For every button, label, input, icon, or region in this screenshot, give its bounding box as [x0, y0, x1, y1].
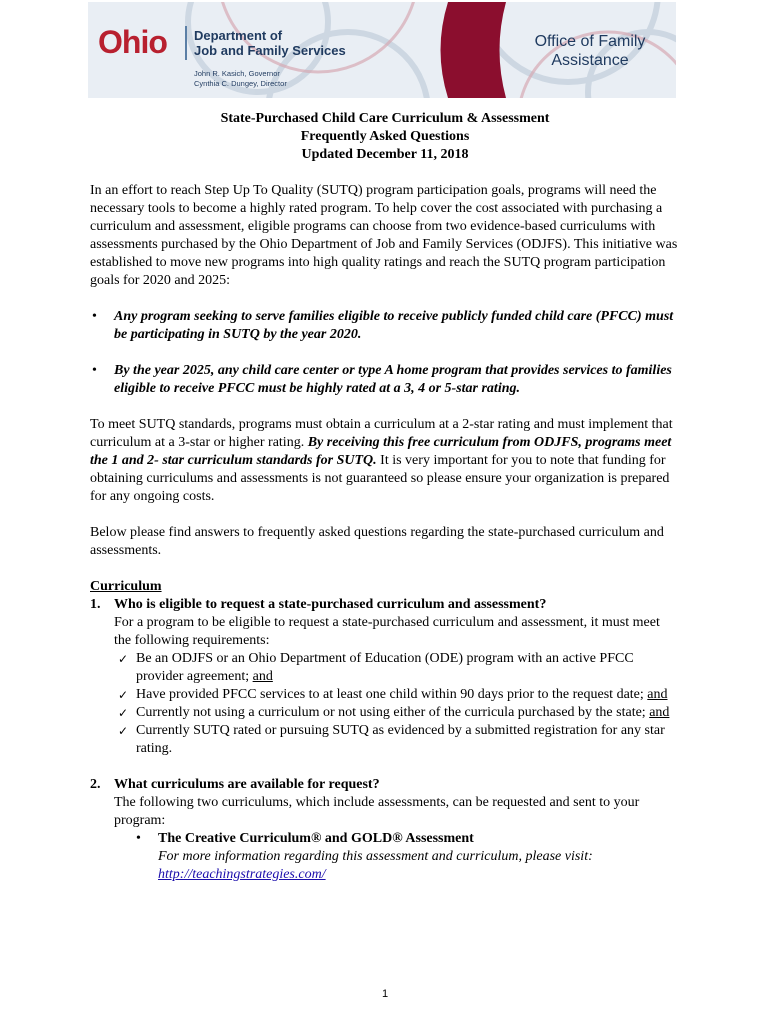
requirement-item [114, 686, 680, 704]
title-line-2: Frequently Asked Questions [300, 129, 470, 144]
checkmark-icon: ✓ [118, 652, 129, 666]
requirement-text: Be an ODJFS or an Ohio Department of Education (ODE) program with an active PFCC provider agreement; [136, 651, 634, 684]
document-title [90, 110, 680, 164]
curriculum-item [136, 830, 680, 884]
governor-name: John R. Kasich, Governor [194, 69, 280, 78]
ohio-logo: Ohio [98, 24, 167, 60]
standards-paragraph [90, 416, 680, 506]
faq-question-2 [90, 776, 680, 884]
requirements-list [114, 650, 680, 758]
office-line-1: Office of Family [534, 33, 646, 50]
intro-paragraph: In an effort to reach Step Up To Quality (SUTQ) program participation goals, programs will need the necessary tools to become a highly rated program. To help cover the cost associated with purchasing a curriculum and assessment, eligible programs can choose from two evidence-based curriculums with assessments purchased by the Ohio Department of Job and Family Services (ODJFS). This initiative was established to move new programs into high quality ratings and reach the SUTQ program participation goals for 2020 and 2025: [90, 183, 678, 288]
curriculum-info: For more information regarding this assessment and curriculum, please visit: [158, 849, 593, 864]
requirement-text: Currently SUTQ rated or pursuing SUTQ as evidenced by a submitted registration for any star rating. [136, 723, 665, 756]
standards-part-1: To meet SUTQ standards, programs must obtain a curriculum at a 2-star rating and must implement that curriculum at a 3-star or higher rating. [90, 417, 673, 450]
logo-divider [185, 26, 187, 60]
requirement-and: and [647, 687, 668, 702]
question-number: 1. [90, 597, 101, 612]
bullet-icon: • [92, 309, 97, 324]
office-name [506, 32, 674, 70]
requirement-text: Currently not using a curriculum or not using either of the curricula purchased by the state; [136, 705, 650, 720]
goal-item [90, 362, 680, 398]
teaching-strategies-link[interactable]: http://teachingstrategies.com/ [158, 867, 326, 882]
checkmark-icon: ✓ [118, 724, 129, 738]
curriculum-list [136, 830, 680, 884]
section-heading-curriculum: Curriculum [90, 579, 162, 594]
requirement-item [114, 704, 680, 722]
requirement-and: and [649, 705, 670, 720]
office-line-2: Assistance [551, 52, 629, 69]
requirement-text: Have provided PFCC services to at least one child within 90 days prior to the request date; [136, 687, 648, 702]
bullet-icon: • [136, 831, 141, 846]
faq-intro-paragraph: Below please find answers to frequently asked questions regarding the state-purchased curriculum and assessments. [90, 525, 664, 558]
page-number: 1 [381, 988, 389, 1000]
requirement-and: and [252, 669, 273, 684]
question-text: What curriculums are available for request? [114, 777, 380, 792]
dept-line-2: Job and Family Services [194, 43, 346, 58]
standards-part-2: By receiving this free curriculum from ODJFS, programs meet the 1 and 2- star curriculum standards for SUTQ. [90, 435, 672, 468]
curriculum-title: The Creative Curriculum® and GOLD® Assessment [158, 831, 474, 846]
officials [194, 69, 287, 89]
document-body [90, 108, 680, 884]
answer-text: For a program to be eligible to request a state-purchased curriculum and assessment, it must meet the following requirements: [114, 615, 660, 648]
title-line-3: Updated December 11, 2018 [301, 147, 469, 162]
requirement-item [114, 722, 680, 758]
requirement-item [114, 650, 680, 686]
question-text: Who is eligible to request a state-purchased curriculum and assessment? [114, 597, 547, 612]
checkmark-icon: ✓ [118, 688, 129, 702]
question-number: 2. [90, 777, 101, 792]
goal-text: By the year 2025, any child care center or type A home program that provides services to families eligible to receive PFCC must be highly rated at a 3, 4 or 5-star rating. [114, 363, 672, 396]
answer-text: The following two curriculums, which include assessments, can be requested and sent to your program: [114, 795, 640, 828]
bullet-icon: • [92, 363, 97, 378]
faq-question-1 [90, 596, 680, 758]
department-name [194, 28, 346, 58]
director-name: Cynthia C. Dungey, Director [194, 79, 287, 88]
dept-line-1: Department of [194, 28, 283, 43]
goal-item [90, 308, 680, 344]
header-banner [88, 2, 676, 98]
goal-text: Any program seeking to serve families eligible to receive publicly funded child care (PFCC) must be participating in SUTQ by the year 2020. [114, 309, 674, 342]
title-line-1: State-Purchased Child Care Curriculum & Assessment [220, 111, 550, 126]
checkmark-icon: ✓ [118, 706, 129, 720]
standards-part-3: It is very important for you to note that funding for obtaining curriculums and assessments is not guaranteed so please ensure your organization is prepared for any ongoing costs. [90, 453, 670, 504]
goals-list [90, 308, 680, 398]
